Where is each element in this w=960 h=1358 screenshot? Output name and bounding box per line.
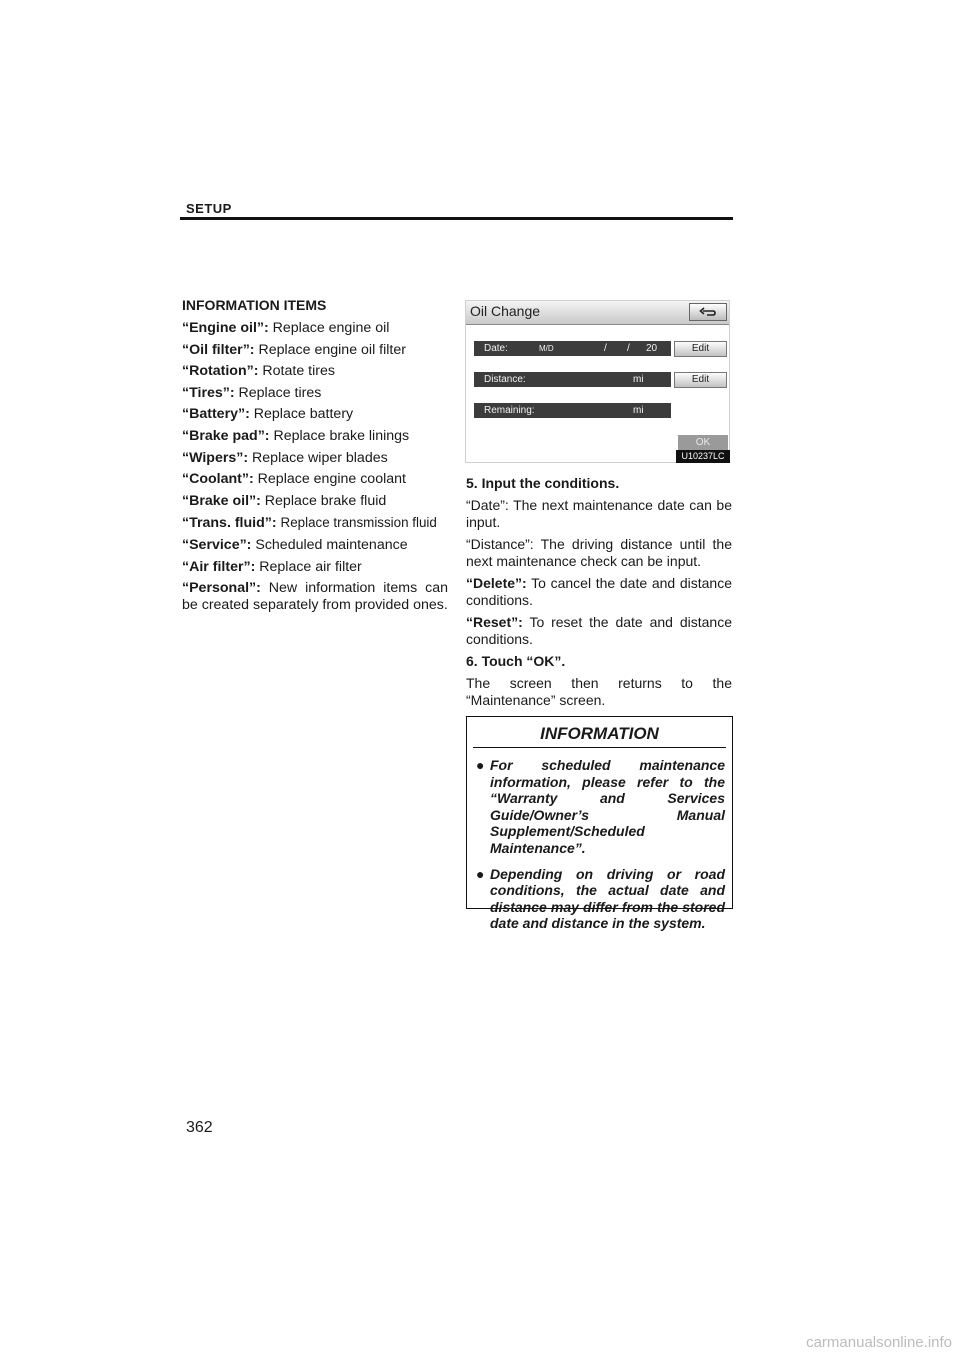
information-items-list [182, 297, 448, 619]
list-item [182, 580, 448, 614]
list-item [182, 450, 448, 467]
item-desc: Replace air filter [259, 558, 362, 575]
reset-description [466, 614, 732, 647]
item-term: “Personal”: [182, 580, 261, 597]
step-6-heading: 6. Touch “OK”. [466, 653, 566, 669]
item-desc: Rotate tires [262, 363, 335, 380]
item-desc: Replace engine coolant [257, 471, 406, 488]
information-bullet [467, 866, 732, 932]
item-term: “Engine oil”: [182, 320, 269, 336]
item-desc: New information items can be created separately from provided ones. [182, 580, 448, 614]
bullet-text: Depending on driving or road conditions, the actual date and distance may differ from the stored date and distance in the system. [490, 865, 725, 932]
oil-change-screen [465, 300, 730, 463]
information-bullet [467, 757, 732, 857]
item-term: “Brake oil”: [182, 492, 261, 509]
list-item [182, 320, 448, 337]
page-number: 362 [186, 1119, 213, 1136]
remaining-field [474, 403, 671, 418]
item-desc: Replace engine oil filter [258, 341, 406, 358]
information-box [466, 716, 733, 932]
item-term: “Oil filter”: [182, 341, 255, 358]
distance-edit-button[interactable]: Edit [674, 372, 727, 388]
item-desc: Replace tires [238, 384, 322, 401]
figure-code: U10237LC [676, 450, 730, 463]
list-item [182, 385, 448, 402]
list-item [182, 514, 448, 532]
distance-label: Distance: [484, 374, 526, 385]
delete-term: “Delete”: [466, 575, 527, 591]
header-divider [180, 217, 733, 220]
item-term: “Tires”: [182, 384, 235, 401]
date-edit-button[interactable]: Edit [674, 341, 727, 357]
screen-title: Oil Change [470, 303, 541, 319]
remaining-label: Remaining: [484, 405, 535, 416]
list-item [182, 406, 448, 423]
information-title: INFORMATION [540, 724, 659, 743]
item-term: “Wipers”: [182, 449, 249, 466]
item-term: “Coolant”: [182, 471, 254, 488]
item-desc: Replace engine oil [272, 320, 390, 336]
distance-field [474, 372, 671, 387]
list-item [182, 537, 448, 554]
item-desc: Replace brake linings [273, 427, 410, 444]
item-term: “Service”: [182, 536, 252, 553]
date-field [474, 341, 671, 356]
item-term: “Rotation”: [182, 363, 259, 380]
date-slash: / [627, 343, 630, 354]
item-term: “Brake pad”: [182, 427, 270, 444]
item-desc: Replace battery [253, 406, 354, 423]
bullet-text: For scheduled maintenance information, please refer to the “Warranty and Services Guide/Owner’s Manual Supplement/Scheduled Maintenance”. [490, 757, 725, 856]
screen-titlebar [466, 301, 729, 325]
date-description: “Date”: The next maintenance date can be input. [466, 497, 732, 530]
list-item [182, 342, 448, 359]
delete-text: To cancel the date and distance conditions. [466, 575, 732, 608]
list-item [182, 428, 448, 445]
ok-button[interactable]: OK [678, 435, 728, 450]
item-term: “Battery”: [182, 406, 250, 423]
item-desc: Replace transmission fluid [280, 515, 437, 531]
step-5-heading: 5. Input the conditions. [466, 475, 620, 491]
item-desc: Replace brake fluid [264, 492, 387, 509]
list-item [182, 471, 448, 488]
remaining-unit: mi [633, 405, 644, 416]
information-items-heading: INFORMATION ITEMS [182, 297, 327, 313]
distance-unit: mi [633, 374, 644, 385]
date-label: Date: [484, 343, 508, 354]
instructions [466, 475, 732, 714]
item-desc: Replace wiper blades [252, 449, 388, 466]
delete-description [466, 575, 732, 608]
list-item [182, 559, 448, 576]
return-description: The screen then returns to the “Maintenance” screen. [466, 675, 732, 708]
list-item [182, 363, 448, 380]
date-year: 20 [646, 343, 658, 354]
distance-description: “Distance”: The driving distance until the next maintenance check can be input. [466, 536, 732, 569]
list-item [182, 493, 448, 510]
section-header: SETUP [186, 201, 232, 216]
information-divider [473, 747, 726, 748]
reset-term: “Reset”: [466, 614, 523, 630]
date-format: M/D [539, 344, 554, 353]
return-arrow-icon [699, 307, 717, 317]
date-slash: / [604, 343, 607, 354]
item-term: “Trans. fluid”: [182, 515, 277, 532]
bullet-icon: ● [476, 865, 485, 882]
item-term: “Air filter”: [182, 558, 256, 575]
bullet-icon: ● [476, 757, 485, 773]
reset-text: To reset the date and distance conditions. [466, 614, 732, 647]
item-desc: Scheduled maintenance [255, 536, 408, 553]
back-button[interactable] [689, 303, 727, 321]
watermark: carmanualsonline.info [806, 1334, 952, 1351]
